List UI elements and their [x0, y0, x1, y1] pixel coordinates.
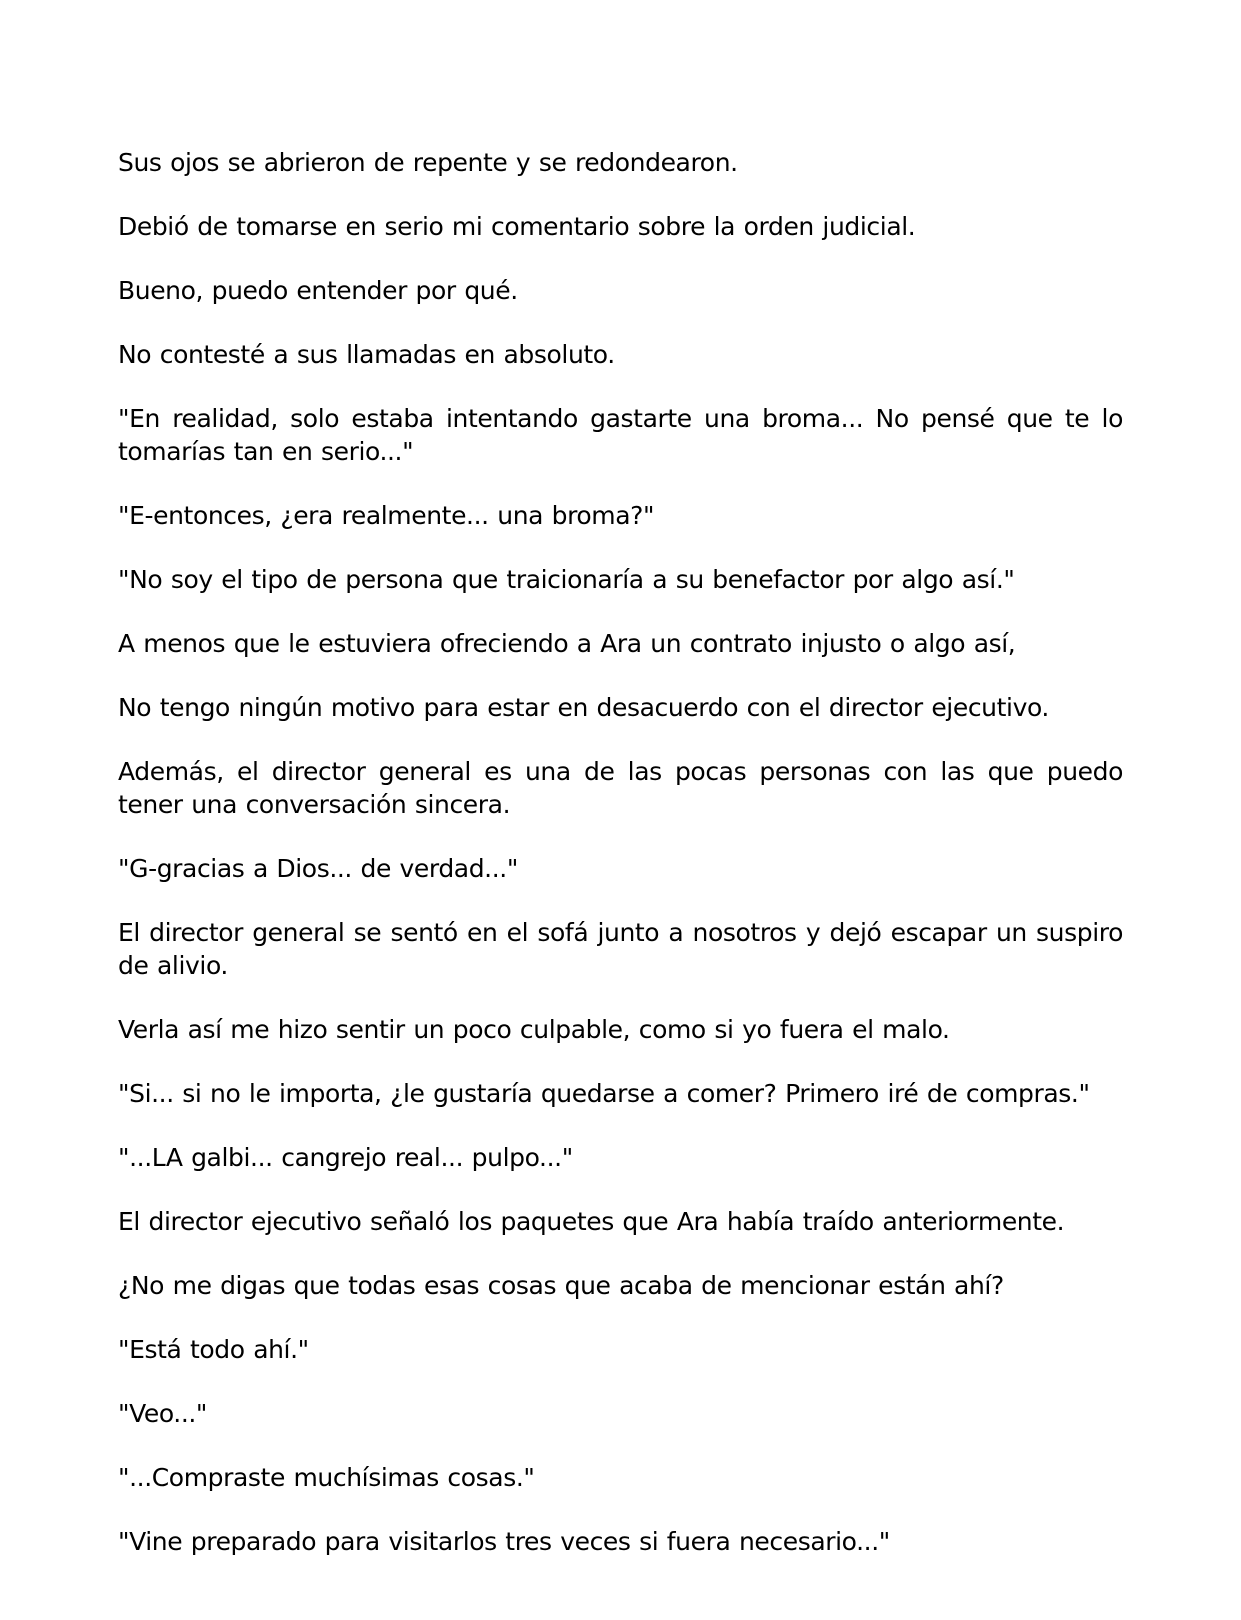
- paragraph: Sus ojos se abrieron de repente y se redondearon.: [118, 148, 738, 177]
- paragraph: Verla así me hizo sentir un poco culpable, como si yo fuera el malo.: [118, 1015, 950, 1044]
- paragraph: Bueno, puedo entender por qué.: [118, 276, 518, 305]
- paragraph: "...LA galbi... cangrejo real... pulpo...": [118, 1143, 573, 1172]
- paragraph: "...Compraste muchísimas cosas.": [118, 1463, 535, 1492]
- document-page: [118, 146, 1123, 1558]
- paragraph: "Está todo ahí.": [118, 1335, 309, 1364]
- paragraph: El director ejecutivo señaló los paquetes que Ara había traído anteriormente.: [118, 1207, 1065, 1236]
- paragraph: "Veo...": [118, 1399, 208, 1428]
- paragraph: No tengo ningún motivo para estar en desacuerdo con el director ejecutivo.: [118, 693, 1049, 722]
- paragraph: Debió de tomarse en serio mi comentario sobre la orden judicial.: [118, 212, 916, 241]
- paragraph: Además, el director general es una de las pocas personas con las que puedo tener una conversación sincera.: [118, 757, 1123, 819]
- paragraph: El director general se sentó en el sofá junto a nosotros y dejó escapar un suspiro de alivio.: [118, 918, 1123, 980]
- paragraph: "G-gracias a Dios... de verdad...": [118, 854, 518, 883]
- paragraph: No contesté a sus llamadas en absoluto.: [118, 340, 615, 369]
- paragraph: "E-entonces, ¿era realmente... una broma?": [118, 501, 655, 530]
- paragraph: "No soy el tipo de persona que traicionaría a su benefactor por algo así.": [118, 565, 1015, 594]
- paragraph: "En realidad, solo estaba intentando gastarte una broma... No pensé que te lo tomarías tan en serio...": [118, 404, 1123, 466]
- paragraph: "Si... si no le importa, ¿le gustaría quedarse a comer? Primero iré de compras.": [118, 1079, 1090, 1108]
- paragraph: A menos que le estuviera ofreciendo a Ara un contrato injusto o algo así,: [118, 629, 1016, 658]
- paragraph: ¿No me digas que todas esas cosas que acaba de mencionar están ahí?: [118, 1271, 1004, 1300]
- paragraph: "Vine preparado para visitarlos tres veces si fuera necesario...": [118, 1527, 890, 1556]
